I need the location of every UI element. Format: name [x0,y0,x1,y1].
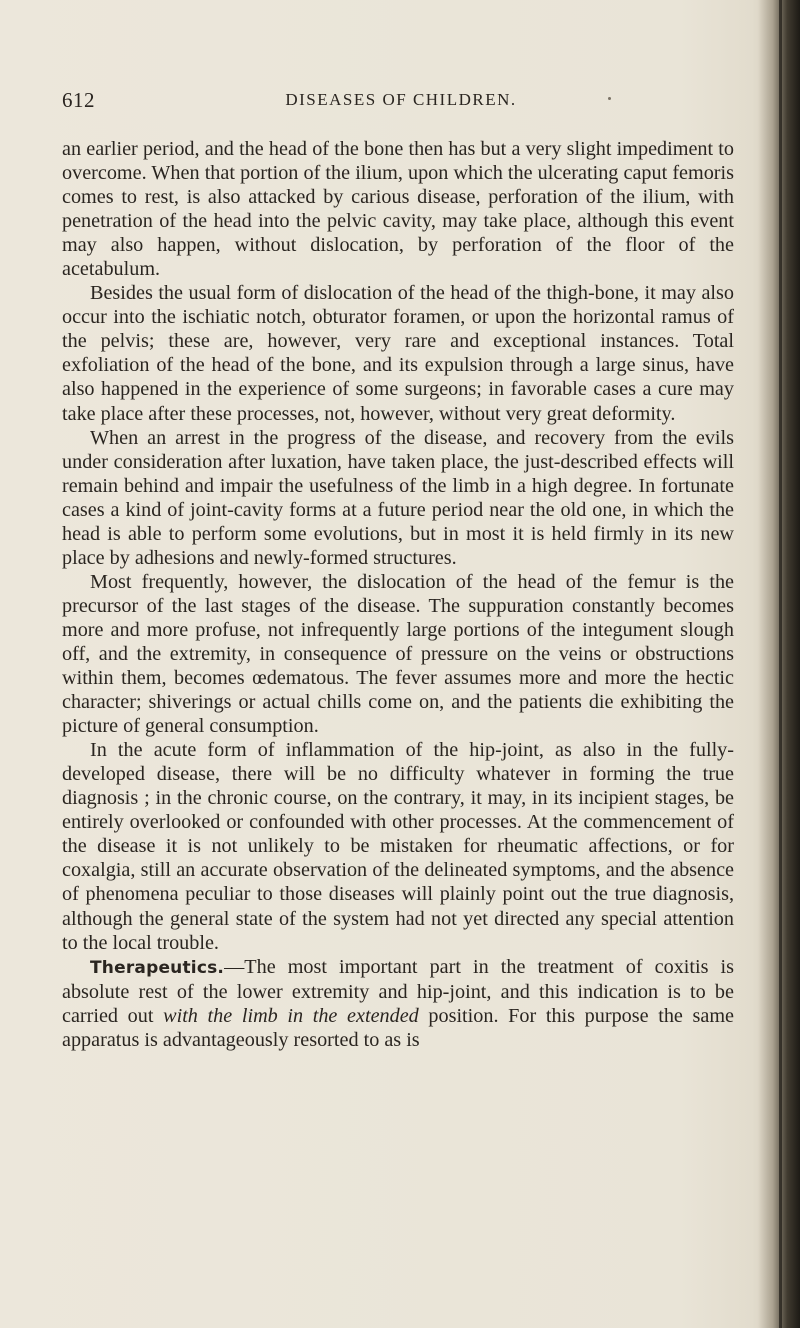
paragraph-3: When an arrest in the progress of the disease, and recovery from the evils under consideration after luxation, have taken place, the just-described effects will remain behind and impair the usefulness of the limb in a high degree. In fortunate cases a kind of joint-cavity forms at a future period near the old one, in which the head is able to perform some evolutions, but in most it is held firmly in its new place by adhesions and newly-formed structures. [62,426,734,569]
body-text [62,137,734,1052]
print-speck [608,97,611,100]
section-heading-therapeutics: Therapeutics. [90,957,225,978]
paragraph-2: Besides the usual form of dislocation of the head of the thigh-bone, it may also occur into the ischiatic notch, obturator foramen, or upon the horizontal ramus of the pelvis; these are, however, very rare and exceptional instances. Total exfoliation of the head of the bone, and its expulsion through a large sinus, have also happened in the experience of some surgeons; in favorable cases a cure may take place after these processes, not, however, without very great deformity. [62,282,734,425]
paragraph-6 [62,955,734,1052]
paragraph-4: Most frequently, however, the dislocation of the head of the femur is the precursor of the last stages of the disease. The suppuration constantly becomes more and more profuse, not infrequently large portions of the integument slough off, and the extremity, in consequence of pressure on the veins or obstructions within them, becomes œdematous. The fever assumes more and more the hectic character; shiverings or actual chills come on, and the patients die exhibiting the picture of general consumption. [62,570,734,738]
paragraph-5: In the acute form of inflammation of the hip-joint, as also in the fully-developed disease, there will be no difficulty whatever in forming the true diagnosis ; in the chronic course, on the contrary, it may, in its incipient stages, be entirely overlooked or confounded with other processes. At the commencement of the disease it is not unlikely to be mistaken for rheumatic affections, or for coxalgia, still an accurate observation of the delineated symptoms, and the absence of phenomena peculiar to those diseases will plainly point out the true diagnosis, although the general state of the system had not yet directed any special attention to the local trouble. [62,739,734,954]
running-title: DISEASES OF CHILDREN. [285,90,517,109]
paragraph-1: an earlier period, and the head of the bone then has but a very slight impediment to overcome. When that portion of the ilium, upon which the ulcerating caput femoris comes to rest, is also attacked by carious disease, perforation of the ilium, with penetration of the head into the pelvic cavity, may take place, although this event may also happen, without dislocation, by perforation of the floor of the acetabulum. [62,138,734,281]
paragraph-6-text-a: —The most important part in the treatment of coxitis is absolute rest of the lower extremity and hip-joint, and this indication is to be carried out [62,955,734,1027]
paragraph-6-emphasis: with the limb in the extended [163,1004,419,1027]
binding-edge [779,0,782,1328]
page-header [62,88,730,118]
paragraph-6-text-b: position. For this purpose the same apparatus is advantageously resorted to as is [62,1004,734,1051]
page-number: 612 [62,88,95,112]
